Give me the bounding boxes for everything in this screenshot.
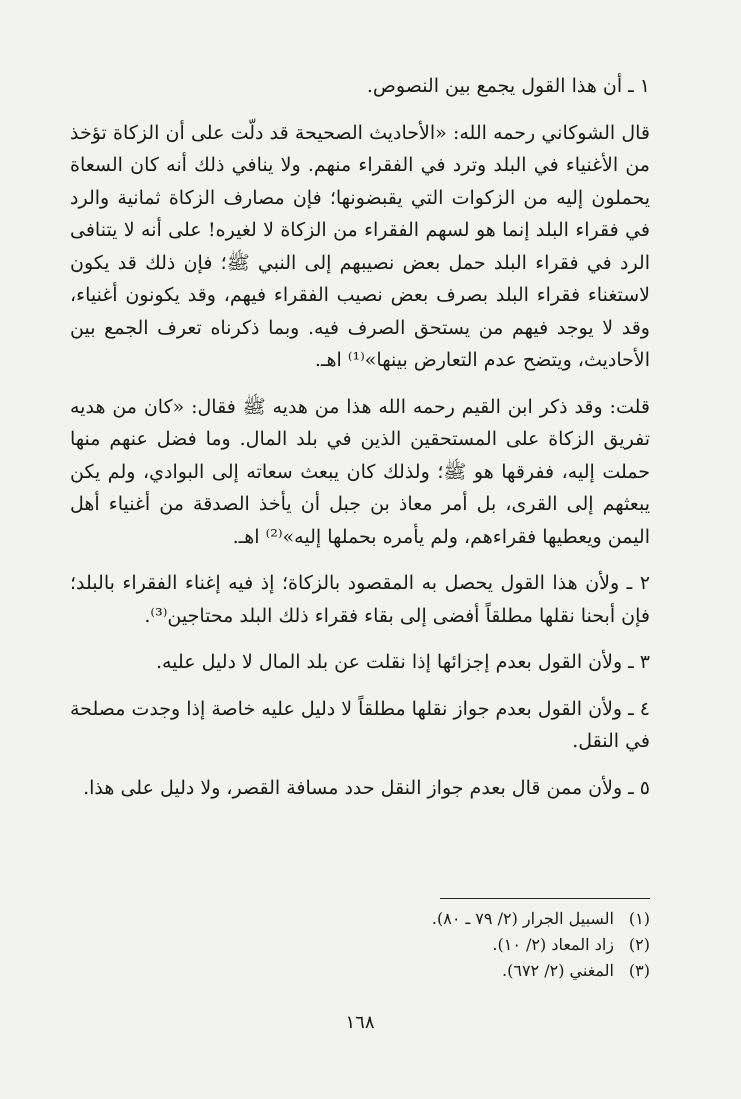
page-number: ١٦٨ [345,1012,375,1033]
point-four: ٤ ـ ولأن القول بعدم جواز نقلها مطلقاً لا دليل عليه خاصة إذا وجدت مصلحة في النقل. [70,697,650,752]
footnote-text: المغني (٢/ ٦٧٢). [502,961,614,980]
page-body [70,70,650,1060]
shawkani-quote: قال الشوكاني رحمه الله: «الأحاديث الصحيحة قد دلّت على أن الزكاة تؤخذ من الأغنياء في البلد وترد في الفقراء منهم. ولا ينافي ذلك أنه كان السعاة يحملون إليه من الزكوات التي يقبضونها؛ فإن مصارف الزكاة ثمانية والرد في فقراء البلد إنما هو لسهم الفقراء من الزكاة لا لغيره! على أنه لا يتنافى الرد في فقراء البلد حمل بعض نصيبهم إلى النبي ﷺ؛ فإن ذلك قد يكون لاستغناء فقراء البلد بصرف بعض نصيب الفقراء فيهم، وقد يكونون أغنياء، وقد لا يوجد فيهم من يستحق الصرف فيه. وبما ذكرناه تعرف الجمع بين الأحاديث، ويتضح عدم التعارض بينها»⁽¹⁾ اهـ. [70,121,650,371]
point-three: ٣ ـ ولأن القول بعدم إجزائها إذا نقلت عن بلد المال لا دليل عليه. [155,651,650,673]
footnote-text: السبيل الجرار (٢/ ٧٩ ـ ٨٠). [431,909,614,928]
footnote-number: (١) [628,909,650,928]
footnote-item [250,932,650,958]
footnote-text: زاد المعاد (٢/ ١٠). [492,935,614,954]
point-two: ٢ ـ ولأن هذا القول يحصل به المقصود بالزكاة؛ إذ فيه إغناء الفقراء بالبلد؛ فإن أبحنا نقلها مطلقاً أفضى إلى بقاء فقراء ذلك البلد محتاجين⁽³⁾. [70,572,650,627]
footnote-divider [440,898,650,899]
footnote-item [250,958,650,984]
point-one: ١ ـ أن هذا القول يجمع بين النصوص. [366,75,650,97]
ibn-qayyim-quote: قلت: وقد ذكر ابن القيم رحمه الله هذا من هديه ﷺ فقال: «كان من هديه تفريق الزكاة على المستحقين الذين في بلد المال. وما فضل عنهم منها حملت إليه، ففرقها هو ﷺ؛ ولذلك كان يبعث سعاته إلى البوادي، ولم يكن يبعثهم إلى القرى، بل أمر معاذ بن جبل أن يأخذ الصدقة من أغنياء أهل اليمن ويعطيها فقراءهم، ولم يأمره بحملها إليه»⁽²⁾ اهـ. [70,395,650,548]
footnote-number: (٣) [628,961,650,980]
footnote-item [250,906,650,932]
footnotes [250,906,650,984]
footnote-number: (٢) [628,935,650,954]
point-five: ٥ ـ ولأن ممن قال بعدم جواز النقل حدد مسافة القصر، ولا دليل على هذا. [83,776,650,799]
